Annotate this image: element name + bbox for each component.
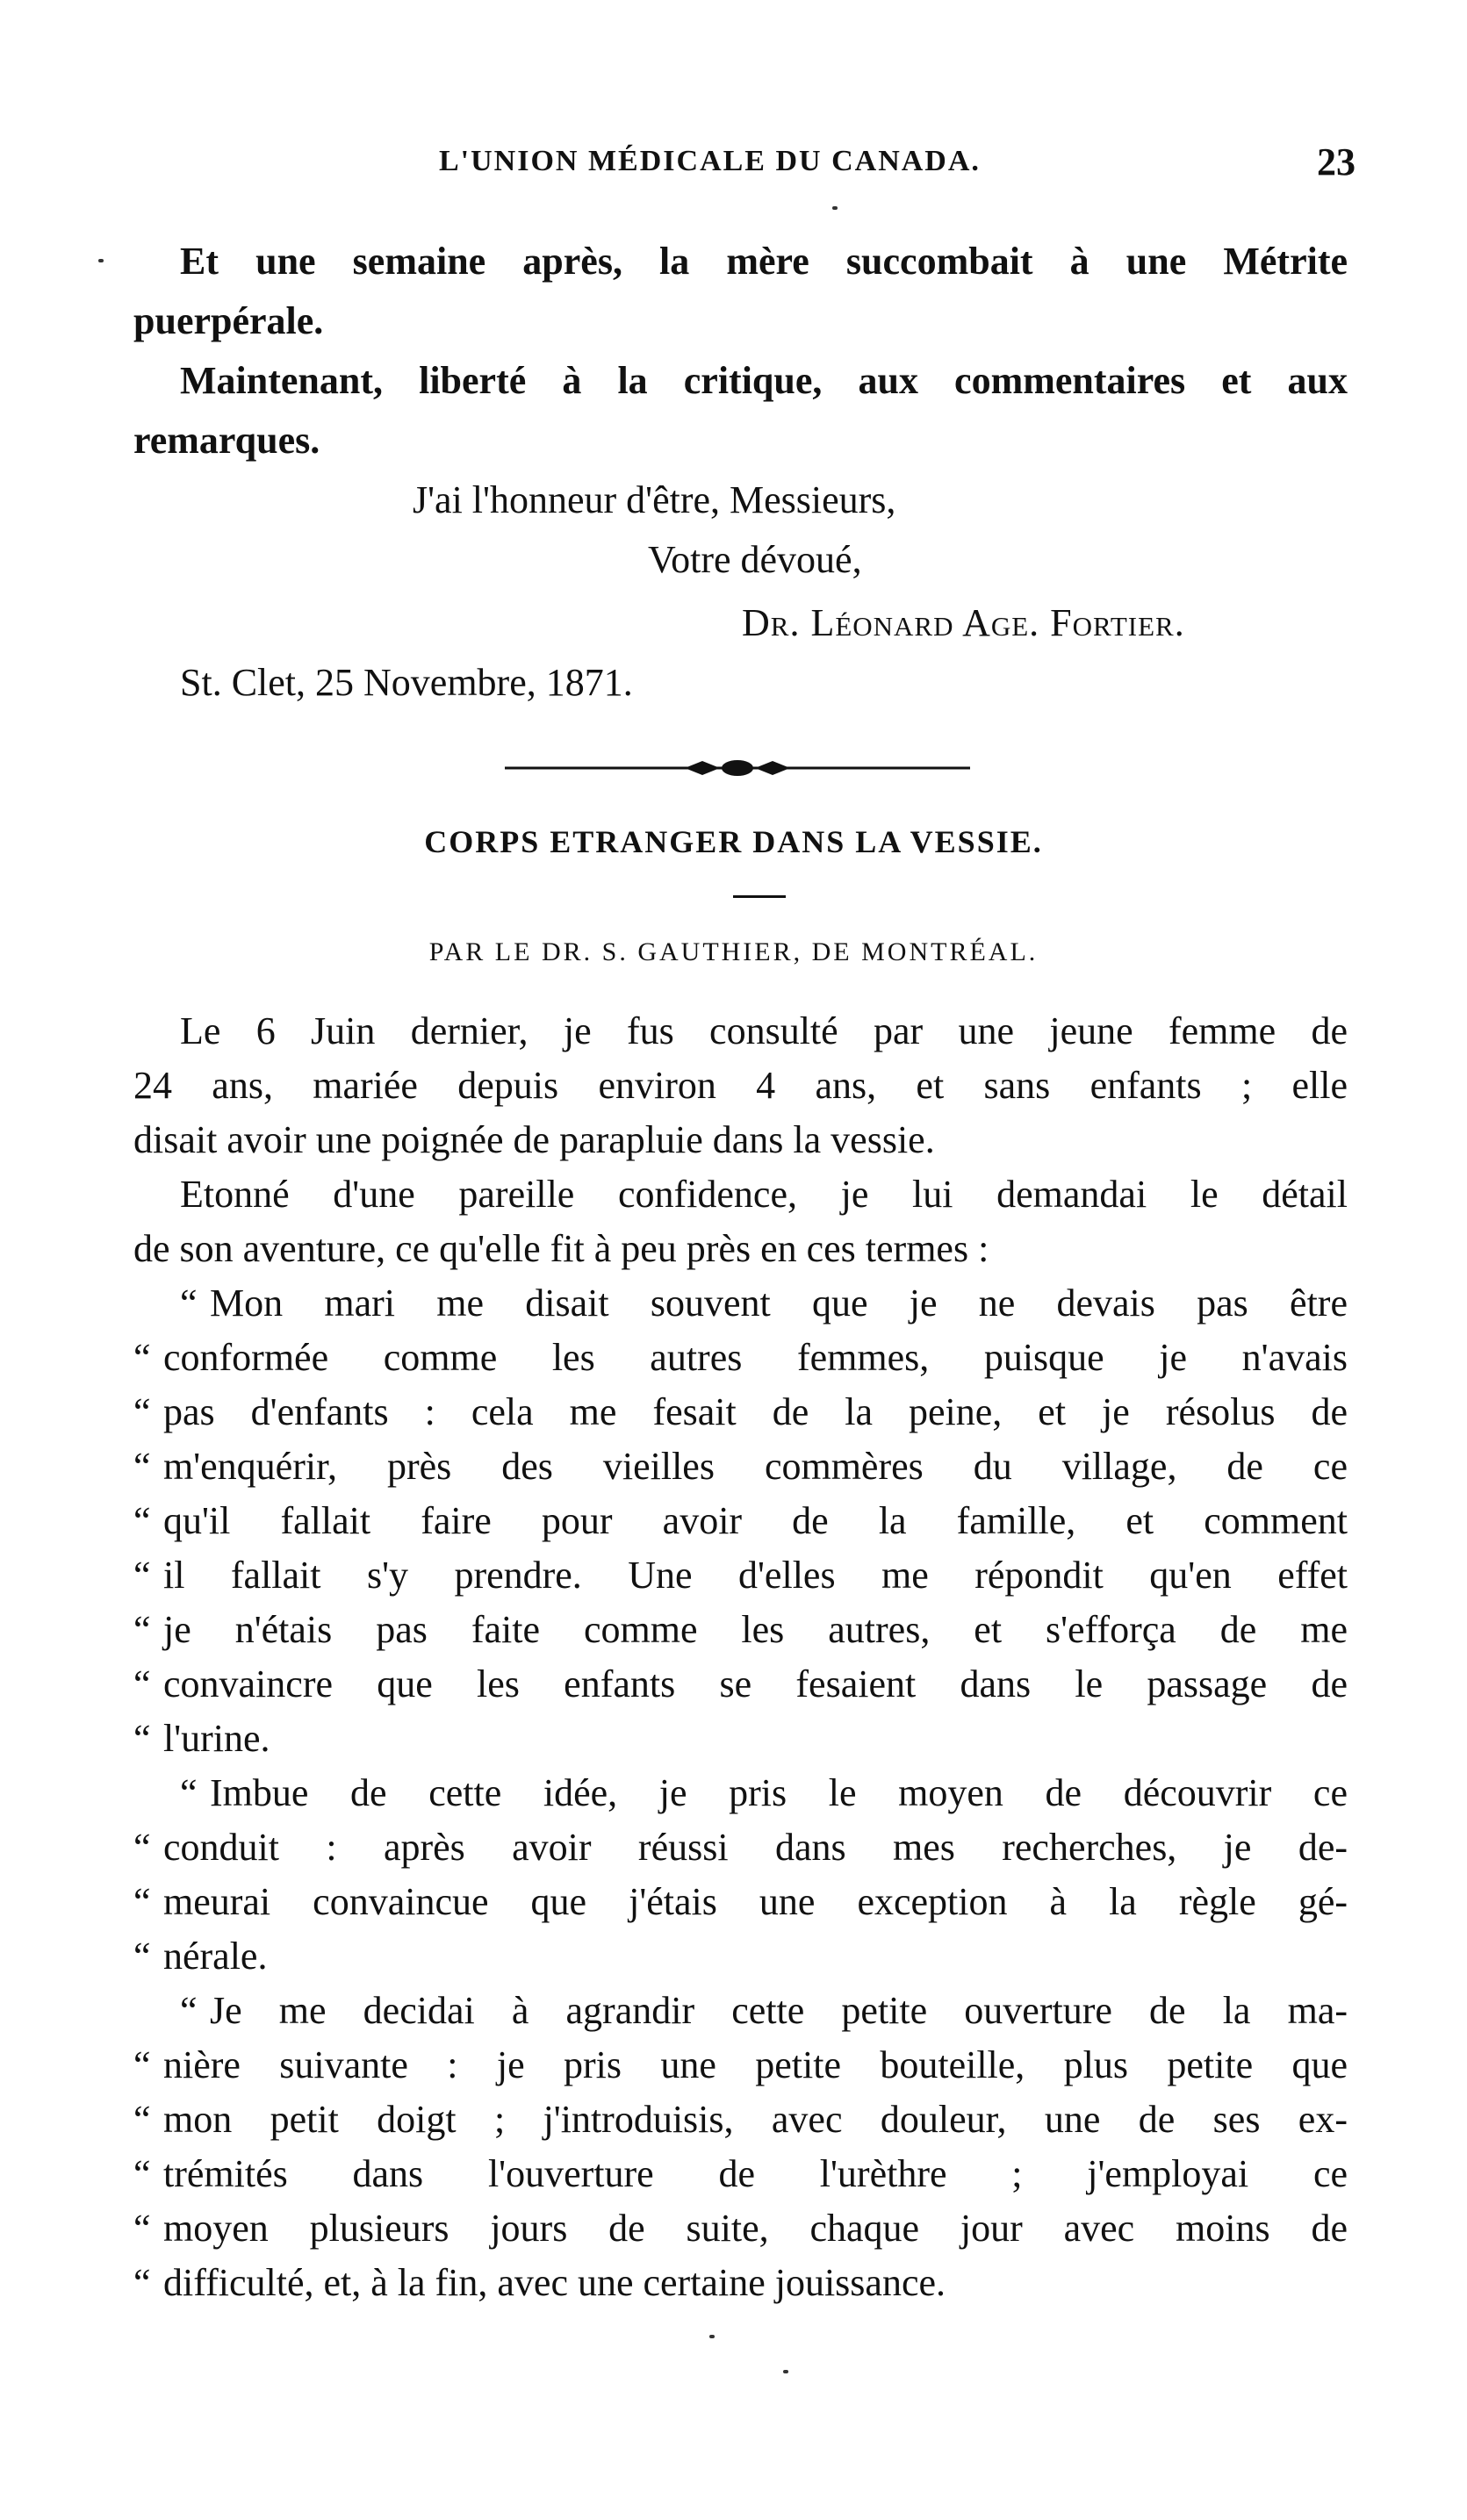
article-line bbox=[133, 2039, 1348, 2092]
article-line bbox=[133, 2202, 1348, 2255]
quote-mark: “ bbox=[133, 1717, 151, 1760]
article-text: moyen plusieurs jours de suite, chaque jour avec moins de bbox=[163, 2207, 1348, 2250]
letter-line: Et une semaine après, la mère succombait à une Métrite bbox=[180, 240, 1348, 283]
title-rule bbox=[733, 895, 786, 898]
article-line bbox=[133, 1549, 1348, 1602]
ornamental-divider bbox=[505, 755, 970, 781]
quote-mark: “ bbox=[133, 1935, 151, 1978]
article-line: 24 ans, mariée depuis environ 4 ans, et sans enfants ; elle bbox=[133, 1064, 1348, 1107]
article-line bbox=[180, 1277, 1348, 1330]
quote-mark: “ bbox=[133, 1662, 151, 1705]
quote-mark: “ bbox=[133, 2207, 151, 2250]
quote-mark: “ bbox=[180, 1989, 198, 2032]
quote-mark: “ bbox=[133, 1390, 151, 1433]
article-text: Imbue de cette idée, je pris le moyen de découvrir ce bbox=[210, 1771, 1348, 1814]
article-line bbox=[133, 2148, 1348, 2201]
article-text: qu'il fallait faire pour avoir de la famille, et comment bbox=[163, 1499, 1348, 1542]
article-line: disait avoir une poignée de parapluie dans la vessie. bbox=[133, 1118, 935, 1161]
article-line bbox=[133, 1876, 1348, 1928]
running-header bbox=[0, 140, 1467, 197]
article-line bbox=[133, 1712, 270, 1765]
quote-mark: “ bbox=[133, 2152, 151, 2195]
article-line bbox=[133, 1930, 267, 1983]
article-byline: PAR LE DR. S. GAUTHIER, DE MONTRÉAL. bbox=[428, 937, 1039, 966]
specks bbox=[709, 2335, 715, 2338]
letter-place-date: St. Clet, 25 Novembre, 1871. bbox=[180, 661, 633, 704]
article-text: conduit : après avoir réussi dans mes recherches, je de- bbox=[163, 1826, 1348, 1869]
article-line bbox=[133, 1604, 1348, 1656]
quote-mark: “ bbox=[133, 2043, 151, 2086]
article-title: CORPS ETRANGER DANS LA VESSIE. bbox=[424, 824, 1043, 859]
quote-mark: “ bbox=[133, 1445, 151, 1488]
letter-closing: J'ai l'honneur d'être, Messieurs, bbox=[413, 478, 896, 521]
article-text: difficulté, et, à la fin, avec une certaine jouissance. bbox=[163, 2261, 946, 2304]
quote-mark: “ bbox=[133, 1554, 151, 1597]
article-text: il fallait s'y prendre. Une d'elles me répondit qu'en effet bbox=[163, 1554, 1348, 1597]
quote-mark: “ bbox=[133, 1608, 151, 1651]
article-text: nière suivante : je pris une petite bouteille, plus petite que bbox=[163, 2043, 1348, 2086]
quote-mark: “ bbox=[133, 1880, 151, 1923]
article-text: Mon mari me disait souvent que je ne devais pas être bbox=[210, 1282, 1348, 1325]
running-title: L'UNION MÉDICALE DU CANADA. bbox=[439, 145, 981, 177]
article-text: trémités dans l'ouverture de l'urèthre ; j'employai ce bbox=[163, 2152, 1348, 2195]
article-text: mon petit doigt ; j'introduisis, avec douleur, une de ses ex- bbox=[163, 2098, 1348, 2141]
article-line bbox=[133, 1440, 1348, 1493]
article-text: je n'étais pas faite comme les autres, et s'efforça de me bbox=[163, 1608, 1348, 1651]
quote-mark: “ bbox=[133, 1336, 151, 1379]
article-text: meurai convaincue que j'étais une exception à la règle gé- bbox=[163, 1880, 1348, 1923]
article-line bbox=[180, 1985, 1348, 2037]
quote-mark: “ bbox=[133, 1826, 151, 1869]
letter-line: Maintenant, liberté à la critique, aux commentaires et aux bbox=[180, 359, 1348, 402]
article-line: de son aventure, ce qu'elle fit à peu près en ces termes : bbox=[133, 1227, 989, 1270]
article-text: pas d'enfants : cela me fesait de la peine, et je résolus de bbox=[163, 1390, 1348, 1433]
article-line bbox=[133, 2093, 1348, 2146]
article-text: nérale. bbox=[163, 1935, 268, 1978]
article-line bbox=[133, 1658, 1348, 1711]
article-line bbox=[133, 1386, 1348, 1439]
specks bbox=[783, 2370, 788, 2373]
article-text: Je me decidai à agrandir cette petite ouverture de la ma- bbox=[210, 1989, 1348, 2032]
quote-mark: “ bbox=[133, 1499, 151, 1542]
article-text: m'enquérir, près des vieilles commères du village, de ce bbox=[163, 1445, 1348, 1488]
article-line bbox=[133, 2257, 946, 2309]
quote-mark: “ bbox=[133, 2261, 151, 2304]
article-line: Etonné d'une pareille confidence, je lui demandai le détail bbox=[180, 1173, 1348, 1216]
article-text: convaincre que les enfants se fesaient dans le passage de bbox=[163, 1662, 1348, 1705]
specks bbox=[98, 259, 104, 262]
article-line bbox=[133, 1495, 1348, 1547]
article-line bbox=[133, 1332, 1348, 1384]
letter-signature: Dr. Léonard Age. Fortier. bbox=[742, 601, 1185, 644]
letter-closing: Votre dévoué, bbox=[648, 538, 862, 581]
page-number: 23 bbox=[1317, 140, 1356, 183]
article-line: Le 6 Juin dernier, je fus consulté par une jeune femme de bbox=[180, 1009, 1348, 1052]
letter-line: puerpérale. bbox=[133, 299, 324, 342]
article-line bbox=[180, 1767, 1348, 1820]
quote-mark: “ bbox=[133, 2098, 151, 2141]
letter-line: remarques. bbox=[133, 419, 320, 462]
article-text: conformée comme les autres femmes, puisque je n'avais bbox=[163, 1336, 1348, 1379]
quote-mark: “ bbox=[180, 1771, 198, 1814]
quote-mark: “ bbox=[180, 1282, 198, 1325]
article-text: l'urine. bbox=[163, 1717, 270, 1760]
article-line bbox=[133, 1821, 1348, 1874]
specks bbox=[832, 206, 838, 210]
